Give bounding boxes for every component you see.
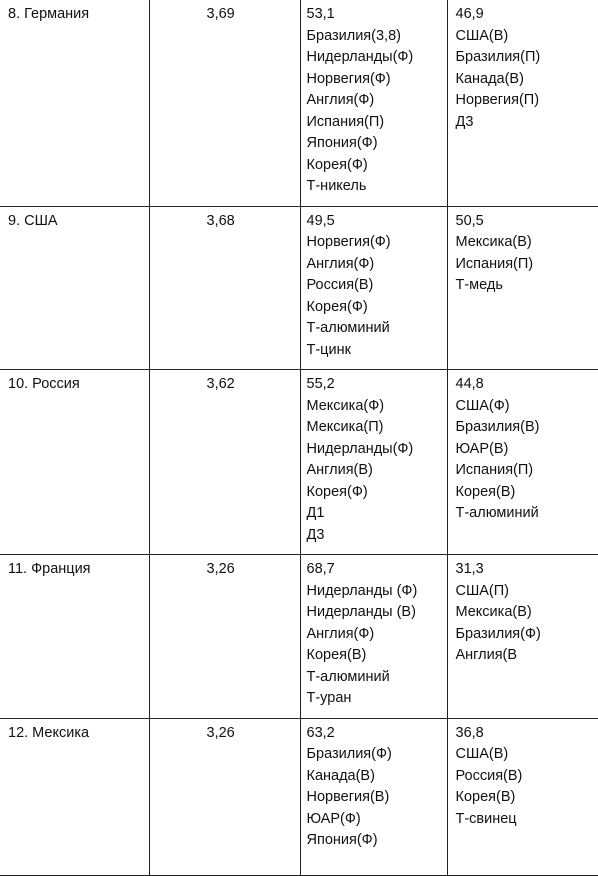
partners-a-cell — [300, 206, 447, 370]
partners-b-item: Англия(В — [456, 645, 598, 667]
partners-b-item: Корея(В) — [456, 787, 598, 809]
partners-b-cell — [447, 370, 598, 555]
partners-b-cell — [447, 0, 598, 206]
partners-a-item: Нидерланды(Ф) — [307, 439, 447, 461]
partners-a-item: Нидерланды(Ф) — [307, 47, 447, 69]
partners-a-cell — [300, 370, 447, 555]
country-cell — [0, 0, 149, 206]
country-cell — [0, 718, 149, 875]
partners-b-item: 44,8 — [456, 374, 598, 396]
table-row — [0, 370, 598, 555]
partners-a-item: Мексика(Ф) — [307, 396, 447, 418]
partners-b-item: Бразилия(П) — [456, 47, 598, 69]
score-cell — [149, 718, 300, 875]
country-cell — [0, 206, 149, 370]
partners-a-item: Япония(Ф) — [307, 830, 447, 852]
partners-b-item: 36,8 — [456, 723, 598, 745]
partners-a-item: Бразилия(Ф) — [307, 744, 447, 766]
partners-b-item: Норвегия(П) — [456, 90, 598, 112]
partners-b-item: ЮАР(В) — [456, 439, 598, 461]
partners-b-item: Т-медь — [456, 275, 598, 297]
partners-a-item: Корея(Ф) — [307, 297, 447, 319]
partners-a-item: Бразилия(3,8) — [307, 26, 447, 48]
partners-a-item: Д3 — [307, 525, 447, 547]
partners-b-item: США(В) — [456, 744, 598, 766]
score-value: 3,68 — [207, 211, 300, 233]
table-row — [0, 718, 598, 875]
score-value: 3,26 — [207, 723, 300, 745]
partners-b-item: США(П) — [456, 581, 598, 603]
partners-b-item: США(Ф) — [456, 396, 598, 418]
partners-a-item: Канада(В) — [307, 766, 447, 788]
partners-a-item: Нидерланды (Ф) — [307, 581, 447, 603]
partners-a-cell — [300, 555, 447, 719]
partners-b-item: Канада(В) — [456, 69, 598, 91]
partners-a-item: Т-алюминий — [307, 667, 447, 689]
score-value: 3,69 — [207, 4, 300, 26]
partners-b-item: США(В) — [456, 26, 598, 48]
partners-a-item: Т-уран — [307, 688, 447, 710]
partners-a-item: Корея(Ф) — [307, 155, 447, 177]
table-row — [0, 206, 598, 370]
partners-a-item: 49,5 — [307, 211, 447, 233]
score-cell — [149, 370, 300, 555]
partners-a-item: Д1 — [307, 503, 447, 525]
country-name: 10. Россия — [8, 374, 149, 396]
partners-a-cell — [300, 0, 447, 206]
partners-b-item: Бразилия(В) — [456, 417, 598, 439]
partners-a-item: 68,7 — [307, 559, 447, 581]
partners-b-item: 50,5 — [456, 211, 598, 233]
partners-b-cell — [447, 718, 598, 875]
partners-b-cell — [447, 206, 598, 370]
table-row — [0, 555, 598, 719]
partners-a-item: Т-никель — [307, 176, 447, 198]
partners-a-item: Норвегия(Ф) — [307, 69, 447, 91]
partners-a-item: 63,2 — [307, 723, 447, 745]
partners-a-item: Нидерланды (В) — [307, 602, 447, 624]
score-value: 3,62 — [207, 374, 300, 396]
score-cell — [149, 555, 300, 719]
partners-a-item: Испания(П) — [307, 112, 447, 134]
partners-a-item: Норвегия(Ф) — [307, 232, 447, 254]
partners-a-item: Англия(Ф) — [307, 90, 447, 112]
partners-a-item: Т-алюминий — [307, 318, 447, 340]
partners-b-item: Бразилия(Ф) — [456, 624, 598, 646]
partners-a-item: Англия(Ф) — [307, 254, 447, 276]
partners-a-item: Корея(В) — [307, 645, 447, 667]
score-cell — [149, 0, 300, 206]
country-name: 12. Мексика — [8, 723, 149, 745]
partners-b-item: Мексика(В) — [456, 602, 598, 624]
partners-a-item: 53,1 — [307, 4, 447, 26]
partners-b-item: Корея(В) — [456, 482, 598, 504]
table-row — [0, 0, 598, 206]
partners-a-item: 55,2 — [307, 374, 447, 396]
partners-a-item: Корея(Ф) — [307, 482, 447, 504]
partners-a-item: Англия(В) — [307, 460, 447, 482]
partners-b-item: Т-свинец — [456, 809, 598, 831]
partners-a-cell — [300, 718, 447, 875]
country-name: 11. Франция — [8, 559, 149, 581]
partners-a-item: Мексика(П) — [307, 417, 447, 439]
partners-a-item: Норвегия(В) — [307, 787, 447, 809]
partners-b-item: 46,9 — [456, 4, 598, 26]
partners-a-item: Япония(Ф) — [307, 133, 447, 155]
partners-a-item: Россия(В) — [307, 275, 447, 297]
partners-a-item: ЮАР(Ф) — [307, 809, 447, 831]
partners-b-cell — [447, 555, 598, 719]
score-value: 3,26 — [207, 559, 300, 581]
country-name: 8. Германия — [8, 4, 149, 26]
country-cell — [0, 370, 149, 555]
partners-b-item: 31,3 — [456, 559, 598, 581]
partners-a-item: Англия(Ф) — [307, 624, 447, 646]
score-cell — [149, 206, 300, 370]
partners-b-item: Испания(П) — [456, 254, 598, 276]
partners-b-item: Д3 — [456, 112, 598, 134]
partners-b-item: Т-алюминий — [456, 503, 598, 525]
partners-b-item: Испания(П) — [456, 460, 598, 482]
country-cell — [0, 555, 149, 719]
partners-b-item: Мексика(В) — [456, 232, 598, 254]
partners-b-item: Россия(В) — [456, 766, 598, 788]
partners-a-item: Т-цинк — [307, 340, 447, 362]
country-name: 9. США — [8, 211, 149, 233]
